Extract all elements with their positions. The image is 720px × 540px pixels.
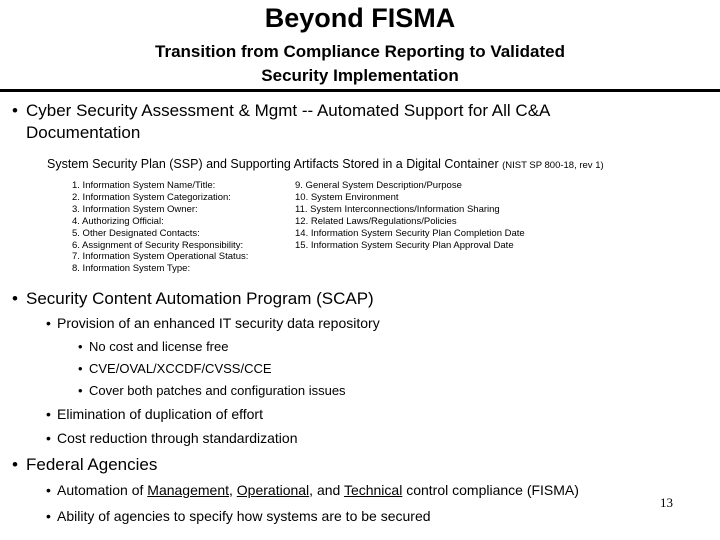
scap-item-text: Cover both patches and configuration issues [89,383,346,398]
scap-item-text: CVE/OVAL/XCCDF/CVSS/CCE [89,361,272,376]
ssp-description [47,156,604,174]
cyber-security-heading-line-2: Documentation [26,123,141,142]
scap-item-no-cost [78,338,229,355]
list-item: 4. Authorizing Official: [72,215,164,227]
list-item: 7. Information System Operational Status: [72,251,249,263]
automation-prefix: Automation of [57,482,148,498]
automation-suffix: control compliance (FISMA) [402,482,579,498]
ssp-text: System Security Plan (SSP) and Supporting Artifacts Stored in a Digital Container [47,157,499,171]
list-item: 9. General System Description/Purpose [295,180,462,191]
title-divider [0,89,720,92]
and-separator: , and [309,482,344,498]
list-item: 11. System Interconnections/Information Sharing [295,203,500,215]
cyber-security-heading-line-1: Cyber Security Assessment & Mgmt -- Automated Support for All C&A [26,101,551,120]
federal-agencies-heading: Federal Agencies [26,455,158,474]
list-item: 10. System Environment [295,191,399,203]
bullet-dot: • [78,361,83,376]
ssp-items-right [295,180,525,251]
page-number: 13 [660,495,673,510]
subtitle-line-1: Transition from Compliance Reporting to Validated [155,42,565,61]
bullet-dot: • [46,430,51,446]
bullet-dot: • [46,482,51,498]
bullet-dot: • [12,101,18,120]
ssp-reference: (NIST SP 800-18, rev 1) [502,160,604,171]
scap-item-patches [78,382,346,399]
list-item: 14. Information System Security Plan Completion Date [295,227,525,239]
scap-sub-cost [46,429,298,447]
bullet-scap [12,288,374,310]
bullet-cyber-security [12,100,706,144]
list-item: 12. Related Laws/Regulations/Policies [295,215,457,227]
technical-term: Technical [343,482,403,498]
list-item: 15. Information System Security Plan Approval Date [295,239,514,251]
list-item: 1. Information System Name/Title: [72,180,216,191]
bullet-dot: • [78,383,83,398]
bullet-dot: • [12,455,18,474]
scap-item-standards [78,360,272,377]
agencies-sub-ability-text: Ability of agencies to specify how systems are to be secured [57,508,431,524]
agencies-sub-ability [46,507,431,525]
scap-sub-duplication-text: Elimination of duplication of effort [57,406,263,422]
list-item: 2. Information System Categorization: [72,191,231,203]
bullet-dot: • [12,289,18,308]
scap-heading: Security Content Automation Program (SCAP) [26,289,374,308]
bullet-dot: • [46,406,51,422]
bullet-dot: • [46,508,51,524]
agencies-sub-automation [46,481,579,499]
bullet-dot: • [78,339,83,354]
bullet-federal-agencies [12,454,158,476]
scap-sub-repository-text: Provision of an enhanced IT security data repository [57,315,380,331]
scap-sub-repository [46,314,380,332]
comma-separator: , [229,482,237,498]
management-term: Management [147,482,229,498]
scap-item-text: No cost and license free [89,339,229,354]
slide-subtitle [0,40,720,88]
scap-sub-duplication [46,405,263,423]
list-item: 5. Other Designated Contacts: [72,227,200,239]
list-item: 8. Information System Type: [72,263,191,275]
list-item: 6. Assignment of Security Responsibility: [72,239,244,251]
ssp-items-left [72,180,248,275]
operational-term: Operational [236,482,310,498]
slide-title: Beyond FISMA [264,3,456,33]
list-item: 3. Information System Owner: [72,203,198,215]
bullet-dot: • [46,315,51,331]
subtitle-line-2: Security Implementation [261,66,459,85]
scap-sub-cost-text: Cost reduction through standardization [57,430,298,446]
